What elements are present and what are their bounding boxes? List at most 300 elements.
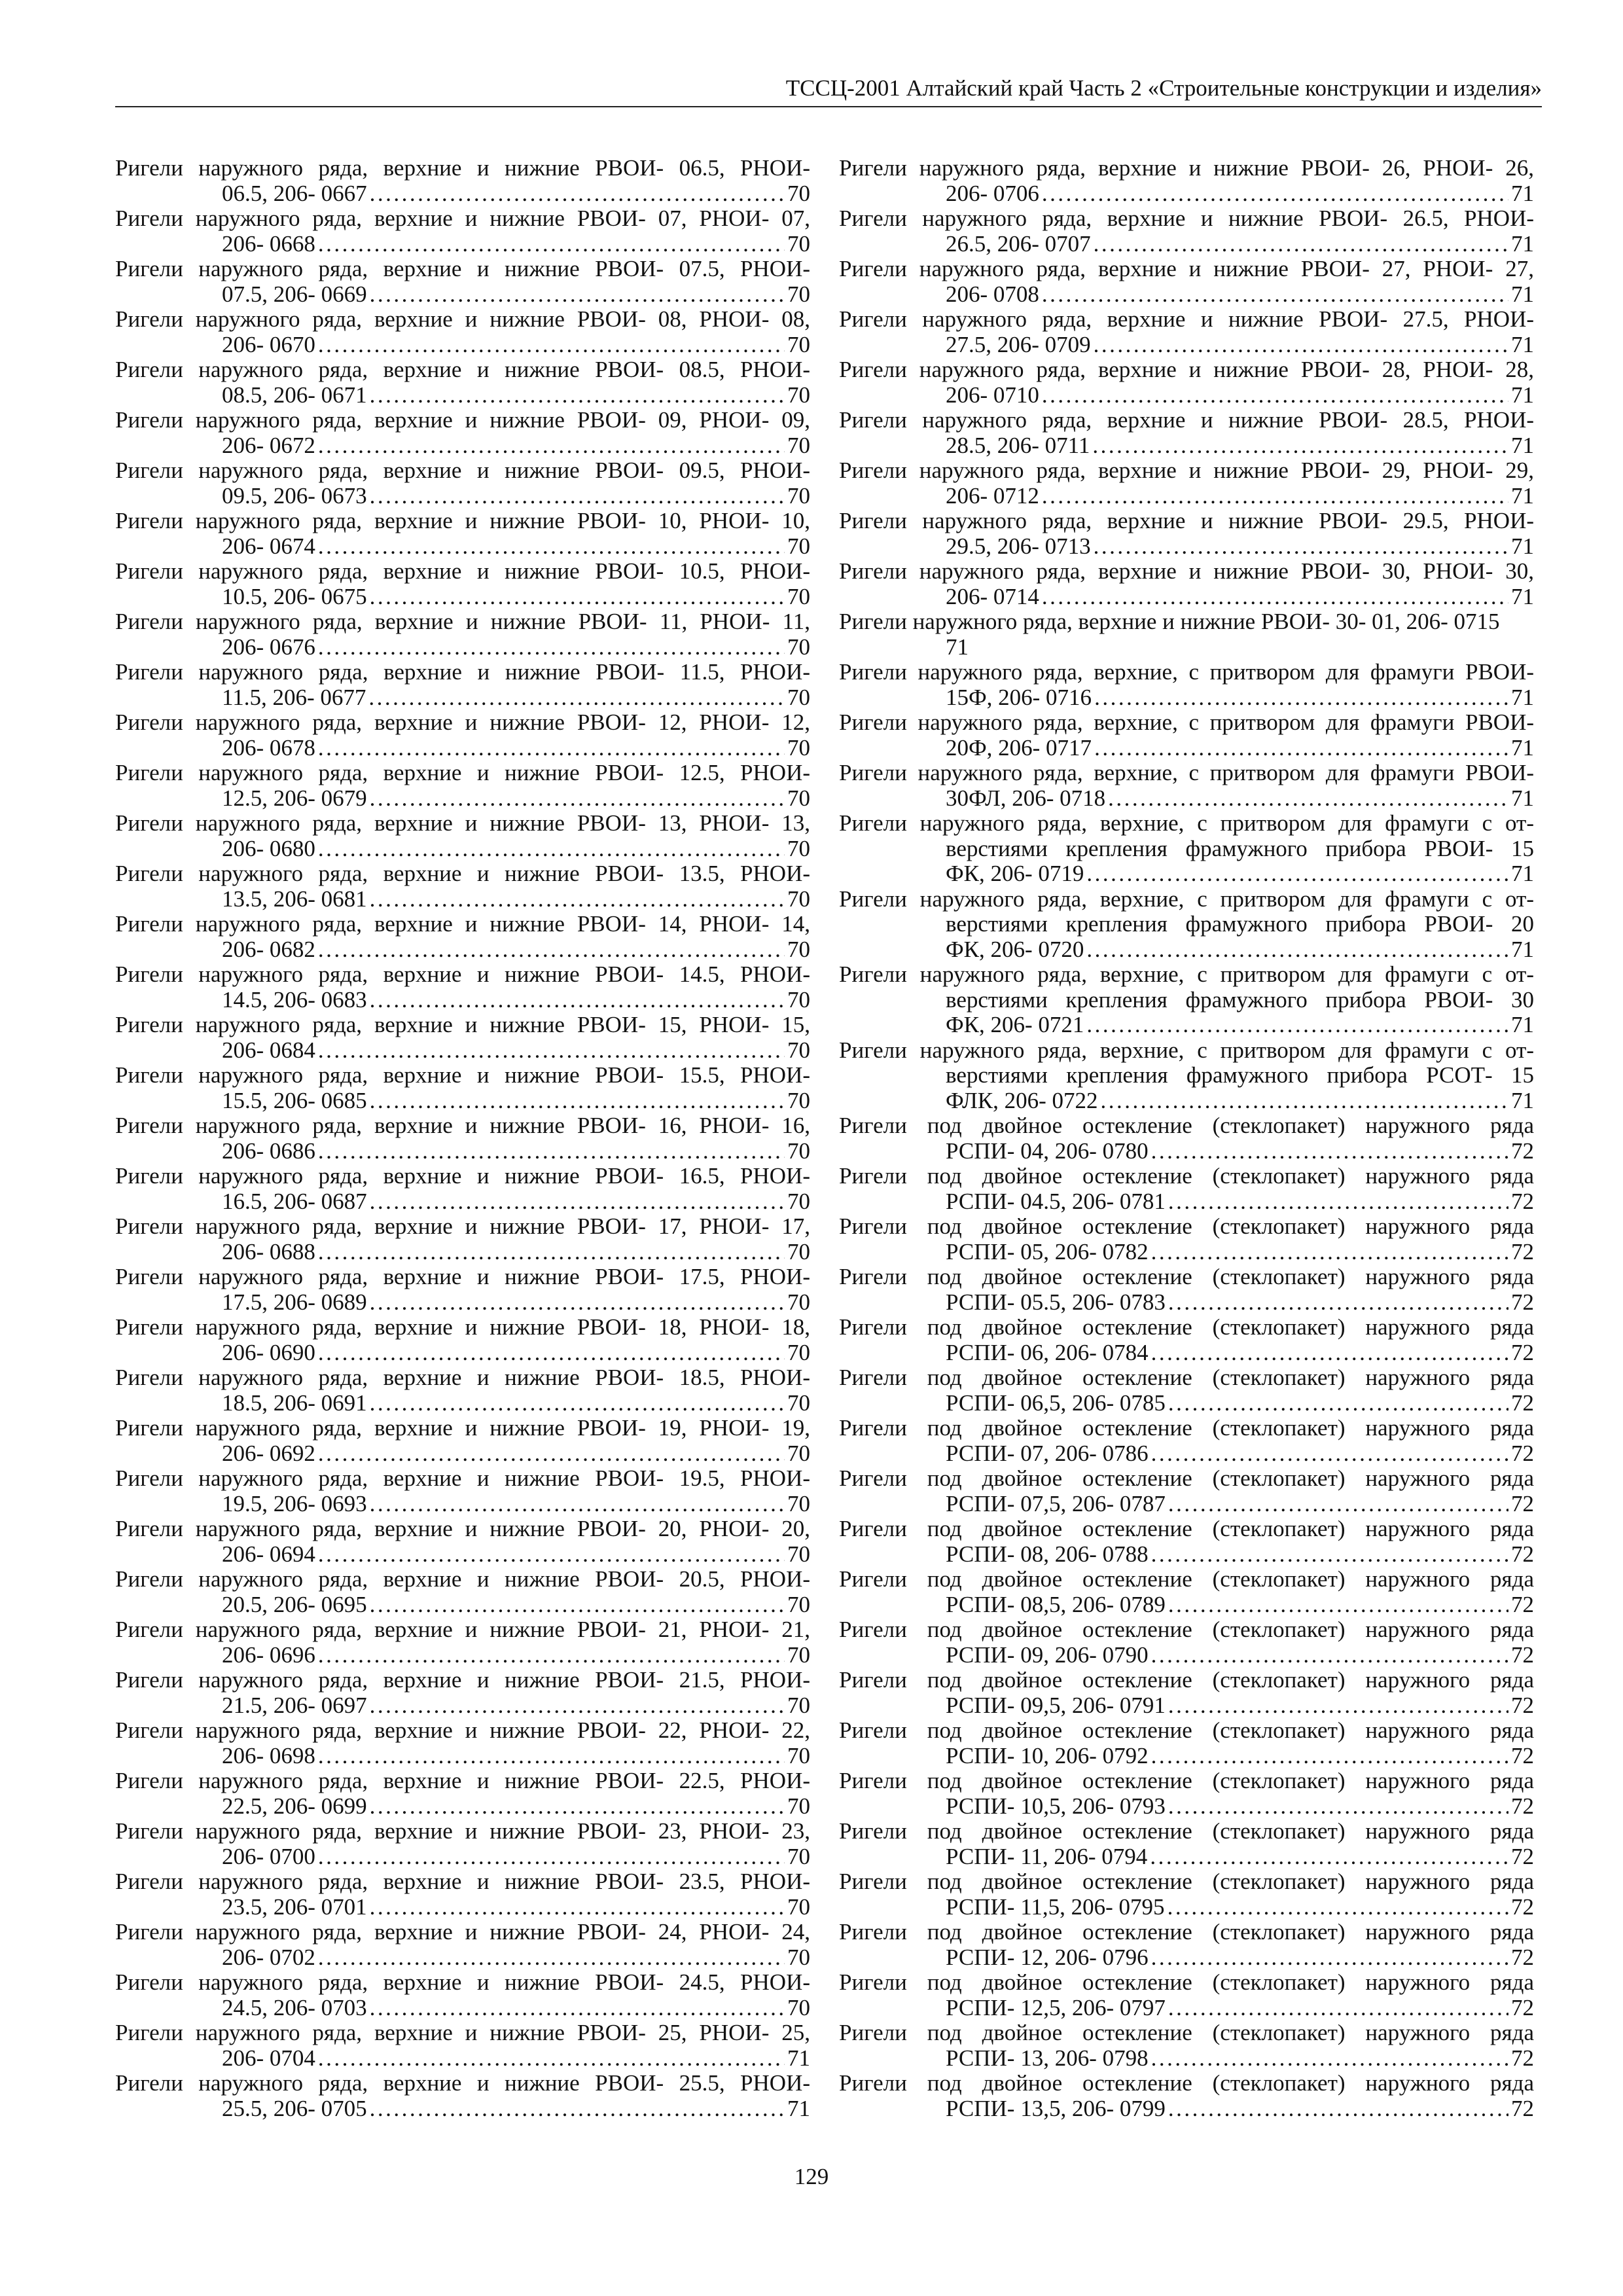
dot-leader (1094, 332, 1508, 358)
entry-code: 25.5, 206- 0705 (222, 2095, 367, 2121)
entry-continuation (839, 786, 1534, 812)
index-entry (115, 1214, 810, 1265)
entry-page-number: 70 (787, 1843, 810, 1869)
entry-code: 30ФЛ, 206- 0718 (946, 785, 1106, 811)
entry-continuation (839, 1189, 1534, 1215)
index-entry (839, 408, 1534, 458)
dot-leader (370, 1492, 785, 1517)
entry-title-line: Ригели наружного ряда, верхние и нижние РВОИ- 06.5, РНОИ- (115, 156, 810, 181)
index-entry (115, 1365, 810, 1416)
index-entry (839, 1365, 1534, 1416)
index-entry (115, 1768, 810, 1819)
entry-page-number: 70 (787, 432, 810, 458)
entry-code: 23.5, 206- 0701 (222, 1893, 367, 1920)
index-entry (839, 609, 1534, 660)
index-entry (839, 257, 1534, 307)
dot-leader (370, 383, 785, 408)
entry-code: 206- 0696 (222, 1641, 315, 1668)
entry-continuation (115, 232, 810, 257)
entry-code: 20.5, 206- 0695 (222, 1591, 367, 1617)
entry-title-line: Ригели под двойное остекление (стеклопакет) наружного ряда (839, 1567, 1534, 1592)
entry-code: 19.5, 206- 0693 (222, 1490, 367, 1516)
dot-leader (318, 1139, 785, 1164)
dot-leader (1168, 1189, 1508, 1215)
dot-leader (318, 635, 785, 660)
entry-title-line: Ригели наружного ряда, верхние и нижние РВОИ- 27, РНОИ- 27, (839, 257, 1534, 281)
entry-page-number: 70 (787, 1692, 810, 1718)
dot-leader (1168, 1895, 1508, 1920)
index-entry (115, 357, 810, 408)
dot-leader (318, 1542, 785, 1568)
entry-code: 15Ф, 206- 0716 (946, 684, 1092, 710)
entry-code: 206- 0682 (222, 936, 315, 962)
entry-page-number: 72 (1511, 1440, 1534, 1466)
entry-code: 16.5, 206- 0687 (222, 1188, 367, 1214)
entry-continuation (115, 282, 810, 308)
index-entry (115, 1819, 810, 1869)
dot-leader (370, 1290, 785, 1316)
entry-title-line: Ригели наружного ряда, верхние и нижние РВОИ- 26, РНОИ- 26, (839, 156, 1534, 181)
entry-title-line: Ригели под двойное остекление (стеклопакет) наружного ряда (839, 1869, 1534, 1894)
dot-leader (370, 786, 785, 812)
entry-continuation (839, 685, 1534, 711)
entry-continuation (115, 584, 810, 610)
entry-page-number: 72 (1511, 1742, 1534, 1768)
entry-continuation (115, 1139, 810, 1164)
dot-leader (1151, 1240, 1508, 1265)
entry-continuation (115, 1340, 810, 1366)
entry-page-number: 70 (787, 1893, 810, 1920)
dot-leader (1151, 1139, 1508, 1164)
dot-leader (1151, 2046, 1508, 2072)
entry-code: РСПИ- 05.5, 206- 0783 (946, 1289, 1166, 1315)
dot-leader (1101, 1088, 1508, 1114)
entry-code: ФК, 206- 0720 (946, 936, 1084, 962)
entry-continuation (115, 1643, 810, 1668)
entry-page-number: 70 (787, 1238, 810, 1265)
entry-continuation (839, 1996, 1534, 2021)
entry-page-number: 70 (787, 1289, 810, 1315)
entry-page-number: 70 (787, 936, 810, 962)
entry-code: РСПИ- 09,5, 206- 0791 (946, 1692, 1166, 1718)
entry-code: 206- 0710 (946, 382, 1039, 408)
entry-page-number: 71 (1511, 1012, 1534, 1037)
entry-page-number: 70 (787, 634, 810, 660)
index-entry (839, 1970, 1534, 2020)
entry-code: 24.5, 206- 0703 (222, 1994, 367, 2020)
entry-page-number: 72 (1511, 1541, 1534, 1567)
dot-leader (368, 685, 785, 711)
entry-code: 07.5, 206- 0669 (222, 281, 367, 307)
entry-title-line: Ригели наружного ряда, верхние и нижние РВОИ- 17, РНОИ- 17, (115, 1214, 810, 1239)
dot-leader (318, 736, 785, 761)
entry-continuation (115, 937, 810, 963)
entry-continuation (839, 534, 1534, 560)
dot-leader (318, 1744, 785, 1769)
entry-continuation (115, 1038, 810, 1064)
entry-continuation (115, 1290, 810, 1316)
index-entry (839, 1315, 1534, 1365)
entry-continuation (839, 181, 1534, 207)
index-entry (839, 357, 1534, 408)
index-entry (115, 1416, 810, 1466)
index-entry (839, 509, 1534, 559)
index-entry (115, 1315, 810, 1365)
entry-page-number: 70 (787, 583, 810, 609)
dot-leader (1168, 2096, 1508, 2122)
entry-title-line: Ригели наружного ряда, верхние и нижние РВОИ- 30, РНОИ- 30, (839, 559, 1534, 584)
index-entry (839, 1466, 1534, 1516)
index-entry (115, 861, 810, 912)
entry-continuation (839, 332, 1534, 358)
dot-leader (318, 332, 785, 358)
entry-continuation (839, 1088, 1534, 1114)
entry-title-line: Ригели наружного ряда, верхние и нижние РВОИ- 11, РНОИ- 11, (115, 609, 810, 634)
entry-page-number: 71 (1511, 861, 1534, 886)
entry-title-line: Ригели наружного ряда, верхние, с притвором для фрамуги с от- (839, 886, 1534, 912)
entry-title-line: Ригели наружного ряда, верхние и нижние РВОИ- 29.5, РНОИ- (839, 509, 1534, 533)
dot-leader (1094, 685, 1508, 711)
entry-code: ФК, 206- 0721 (946, 1012, 1084, 1037)
dot-leader (1042, 383, 1508, 408)
dot-leader (1092, 433, 1508, 459)
entry-code: 206- 0700 (222, 1843, 315, 1869)
entry-title-line: Ригели наружного ряда, верхние и нижние РВОИ- 08.5, РНОИ- (115, 357, 810, 382)
dot-leader (1168, 1592, 1508, 1618)
index-entry (839, 1768, 1534, 1819)
entry-code: РСПИ- 08,5, 206- 0789 (946, 1591, 1166, 1617)
index-entry (115, 1920, 810, 1970)
entry-title-line: Ригели наружного ряда, верхние и нижние РВОИ- 20.5, РНОИ- (115, 1567, 810, 1592)
entry-page-number: 70 (787, 533, 810, 559)
entry-code: РСПИ- 12,5, 206- 0797 (946, 1994, 1166, 2020)
dot-leader (1042, 282, 1508, 308)
index-entry (115, 761, 810, 811)
entry-page-number: 70 (787, 1994, 810, 2020)
index-entry (115, 1668, 810, 1718)
entry-code: 06.5, 206- 0667 (222, 180, 367, 206)
entry-code: РСПИ- 06,5, 206- 0785 (946, 1390, 1166, 1416)
entry-title-line: Ригели под двойное остекление (стеклопакет) наружного ряда (839, 1416, 1534, 1441)
entry-continuation (839, 1693, 1534, 1719)
entry-code: РСПИ- 07,5, 206- 0787 (946, 1490, 1166, 1516)
entry-code: 09.5, 206- 0673 (222, 482, 367, 509)
index-entry (839, 660, 1534, 710)
entry-code: 27.5, 206- 0709 (946, 331, 1091, 357)
entry-continuation (839, 1794, 1534, 1820)
entry-title-line: Ригели под двойное остекление (стеклопакет) наружного ряда (839, 1265, 1534, 1289)
entry-code: ФЛК, 206- 0722 (946, 1087, 1098, 1113)
entry-continuation (115, 1592, 810, 1618)
entry-continuation (115, 484, 810, 509)
entry-title-line: Ригели под двойное остекление (стеклопакет) наружного ряда (839, 1214, 1534, 1239)
entry-continuation (115, 2096, 810, 2122)
dot-leader (1094, 534, 1508, 560)
entry-continuation (839, 1441, 1534, 1467)
entry-continuation (839, 1139, 1534, 1164)
dot-leader (1151, 1542, 1508, 1568)
entry-code: РСПИ- 08, 206- 0788 (946, 1541, 1149, 1567)
entry-continuation (115, 1441, 810, 1467)
entry-continuation (839, 1391, 1534, 1416)
index-entry (115, 257, 810, 307)
dot-leader (1086, 1013, 1508, 1038)
entry-page-number: 70 (787, 1641, 810, 1668)
entry-title-line: Ригели под двойное остекление (стеклопакет) наружного ряда (839, 1768, 1534, 1793)
index-entry (839, 1416, 1534, 1466)
entry-code: 206- 0684 (222, 1037, 315, 1063)
index-entry (115, 408, 810, 458)
index-entry (839, 1113, 1534, 1164)
index-entry (839, 2020, 1534, 2071)
entry-page-number: 70 (787, 331, 810, 357)
entry-continuation (115, 433, 810, 459)
index-entry (839, 206, 1534, 257)
entry-continuation (115, 1189, 810, 1215)
entry-code: РСПИ- 11, 206- 0794 (946, 1843, 1148, 1869)
dot-leader (370, 988, 785, 1013)
entry-page-number: 70 (787, 180, 810, 206)
index-entry (115, 206, 810, 257)
entry-code: 21.5, 206- 0697 (222, 1692, 367, 1718)
entry-code: 206- 0712 (946, 482, 1039, 509)
entry-continuation (115, 2046, 810, 2072)
dot-leader (370, 1088, 785, 1114)
entry-page-number: 70 (787, 1944, 810, 1970)
entry-continuation (839, 1643, 1534, 1668)
entry-page-number: 70 (787, 382, 810, 408)
entry-page-number: 71 (1511, 734, 1534, 761)
entry-title-line: верстиями крепления фрамужного прибора РВОИ- 15 (946, 836, 1534, 861)
entry-code: ФК, 206- 0719 (946, 861, 1084, 886)
index-entry (115, 559, 810, 609)
entry-title-line: Ригели наружного ряда, верхние и нижние РВОИ- 13.5, РНОИ- (115, 861, 810, 886)
dot-leader (1151, 1945, 1508, 1971)
index-entry (839, 1718, 1534, 1768)
entry-code: РСПИ- 12, 206- 0796 (946, 1944, 1149, 1970)
entry-title-line: Ригели под двойное остекление (стеклопакет) наружного ряда (839, 1113, 1534, 1138)
entry-page-number: 70 (787, 482, 810, 509)
entry-title-line: Ригели наружного ряда, верхние и нижние РВОИ- 26.5, РНОИ- (839, 206, 1534, 231)
index-entry (839, 458, 1534, 509)
index-entry (115, 811, 810, 861)
entry-continuation (115, 1693, 810, 1719)
entry-continuation (115, 1542, 810, 1568)
index-entry (839, 1819, 1534, 1869)
index-entry (839, 761, 1534, 811)
page-header (115, 73, 1542, 107)
dot-leader (370, 1895, 785, 1920)
entry-page-number: 72 (1511, 1339, 1534, 1365)
entry-title-line: Ригели наружного ряда, верхние и нижние РВОИ- 14, РНОИ- 14, (115, 912, 810, 937)
entry-page-number: 70 (787, 1541, 810, 1567)
entry-title-line: Ригели наружного ряда, верхние и нижние РВОИ- 19, РНОИ- 19, (115, 1416, 810, 1441)
entry-code: 12.5, 206- 0679 (222, 785, 367, 811)
entry-code: 29.5, 206- 0713 (946, 533, 1091, 559)
index-entry (839, 307, 1534, 357)
dot-leader (370, 1693, 785, 1719)
entry-code: 08.5, 206- 0671 (222, 382, 367, 408)
entry-title-line: Ригели под двойное остекление (стеклопакет) наружного ряда (839, 1164, 1534, 1189)
entry-title-line: Ригели наружного ряда, верхние и нижние РВОИ- 24, РНОИ- 24, (115, 1920, 810, 1945)
dot-leader (1151, 1744, 1508, 1769)
index-entry (115, 1063, 810, 1113)
entry-code: 15.5, 206- 0685 (222, 1087, 367, 1113)
entry-code: РСПИ- 04.5, 206- 0781 (946, 1188, 1166, 1214)
dot-leader (318, 433, 785, 459)
entry-title-line: Ригели наружного ряда, верхние и нижние РВОИ- 17.5, РНОИ- (115, 1265, 810, 1289)
entry-continuation (839, 736, 1534, 761)
entry-page-number: 71 (1511, 533, 1534, 559)
entry-continuation (839, 1492, 1534, 1517)
entry-code: 206- 0690 (222, 1339, 315, 1365)
entry-code: 206- 0678 (222, 734, 315, 761)
entry-code: РСПИ- 07, 206- 0786 (946, 1440, 1149, 1466)
entry-title-line: Ригели под двойное остекление (стеклопакет) наружного ряда (839, 2071, 1534, 2096)
document-title: ТССЦ-2001 Алтайский край Часть 2 «Строительные конструкции и изделия» (785, 75, 1542, 101)
dot-leader (318, 1844, 785, 1870)
entry-title-line: Ригели наружного ряда, верхние, с притвором для фрамуги РВОИ- (839, 660, 1534, 685)
dot-leader (318, 1038, 785, 1064)
entry-code: РСПИ- 10,5, 206- 0793 (946, 1793, 1166, 1819)
index-entry (839, 1920, 1534, 1970)
entry-title-line: Ригели наружного ряда, верхние и нижние РВОИ- 28.5, РНОИ- (839, 408, 1534, 433)
entry-title-line: Ригели наружного ряда, верхние и нижние РВОИ- 23, РНОИ- 23, (115, 1819, 810, 1844)
entry-title-line: Ригели наружного ряда, верхние и нижние РВОИ- 28, РНОИ- 28, (839, 357, 1534, 382)
entry-title-line: Ригели под двойное остекление (стеклопакет) наружного ряда (839, 1466, 1534, 1491)
entry-page-number: 71 (1511, 1087, 1534, 1113)
entry-page-number: 72 (1511, 1843, 1534, 1869)
entry-page-number: 72 (1511, 1641, 1534, 1668)
entry-page-number: 72 (1511, 1994, 1534, 2020)
entry-title-line: Ригели наружного ряда, верхние и нижние РВОИ- 23.5, РНОИ- (115, 1869, 810, 1894)
entry-page-number: 70 (787, 1390, 810, 1416)
entry-continuation (115, 1391, 810, 1416)
entry-continuation (839, 1895, 1534, 1920)
entry-continuation (839, 1945, 1534, 1971)
entry-title-line: верстиями крепления фрамужного прибора РВОИ- 30 (946, 987, 1534, 1013)
index-entry (839, 1164, 1534, 1214)
entry-title-line: Ригели наружного ряда, верхние и нижние РВОИ- 20, РНОИ- 20, (115, 1516, 810, 1541)
entry-title-line: Ригели наружного ряда, верхние и нижние РВОИ- 30- 01, 206- 0715 (839, 609, 1500, 634)
index-entry (839, 1214, 1534, 1265)
entry-page-number: 70 (787, 785, 810, 811)
index-entry (115, 1013, 810, 1063)
index-entry (839, 156, 1534, 206)
dot-leader (1151, 1441, 1508, 1467)
entry-title-line: Ригели под двойное остекление (стеклопакет) наружного ряда (839, 1516, 1534, 1541)
dot-leader (1086, 937, 1508, 963)
entry-title-line: Ригели наружного ряда, верхние, с притвором для фрамуги РВОИ- (839, 710, 1534, 735)
index-entry (839, 811, 1534, 887)
dot-leader (370, 887, 785, 912)
entry-page-number: 72 (1511, 1238, 1534, 1265)
entry-continuation (115, 836, 810, 862)
entry-code: РСПИ- 09, 206- 0790 (946, 1641, 1149, 1668)
entry-title-line: Ригели наружного ряда, верхние и нижние РВОИ- 16.5, РНОИ- (115, 1164, 810, 1189)
index-entry (839, 1668, 1534, 1718)
entry-continuation (839, 2046, 1534, 2072)
index-entry (115, 1466, 810, 1516)
entry-code: 206- 0688 (222, 1238, 315, 1265)
entry-code: 26.5, 206- 0707 (946, 230, 1091, 257)
dot-leader (318, 1240, 785, 1265)
index-entry (839, 1038, 1534, 1114)
entry-title-line: Ригели наружного ряда, верхние и нижние РВОИ- 14.5, РНОИ- (115, 962, 810, 987)
index-entry (115, 1516, 810, 1567)
entry-title-line: Ригели наружного ряда, верхние, с притвором для фрамуги с от- (839, 962, 1534, 987)
entry-continuation (115, 988, 810, 1013)
entry-page-number: 71 (1511, 684, 1534, 710)
entry-title-line: Ригели наружного ряда, верхние, с притвором для фрамуги с от- (839, 811, 1534, 836)
entry-title-line: Ригели наружного ряда, верхние и нижние РВОИ- 15, РНОИ- 15, (115, 1013, 810, 1037)
entry-title-line: Ригели под двойное остекление (стеклопакет) наружного ряда (839, 1718, 1534, 1743)
dot-leader (1168, 1391, 1508, 1416)
entry-continuation (839, 1844, 1534, 1870)
dot-leader (1151, 1340, 1508, 1366)
entry-page-number: 72 (1511, 2095, 1534, 2121)
dot-leader (370, 1996, 785, 2021)
entry-title-line: Ригели под двойное остекление (стеклопакет) наружного ряда (839, 1315, 1534, 1340)
index-entry (115, 307, 810, 357)
entry-continuation (839, 282, 1534, 308)
index-entry (115, 710, 810, 761)
entry-continuation (115, 181, 810, 207)
entry-page-number: 72 (1511, 1289, 1534, 1315)
index-entry (839, 1869, 1534, 1920)
entry-page-number: 72 (1511, 1944, 1534, 1970)
entry-code: 13.5, 206- 0681 (222, 886, 367, 912)
entry-continuation (115, 332, 810, 358)
entry-title-line: Ригели наружного ряда, верхние и нижние РВОИ- 16, РНОИ- 16, (115, 1113, 810, 1138)
index-entry (115, 1567, 810, 1617)
entry-code: 206- 0708 (946, 281, 1039, 307)
dot-leader (1042, 181, 1508, 207)
entry-page-number: 72 (1511, 1591, 1534, 1617)
entry-title-line: Ригели наружного ряда, верхние и нижние РВОИ- 29, РНОИ- 29, (839, 458, 1534, 483)
entry-page-number: 71 (1511, 482, 1534, 509)
dot-leader (318, 232, 785, 257)
entry-title-line: Ригели под двойное остекление (стеклопакет) наружного ряда (839, 2020, 1534, 2045)
dot-leader (1168, 1996, 1508, 2021)
index-entry (839, 1516, 1534, 1567)
index-entry (839, 1617, 1534, 1668)
index-column-left (115, 156, 810, 2121)
entry-continuation (839, 1592, 1534, 1618)
index-entry (115, 660, 810, 710)
index-column-right (839, 156, 1534, 2121)
entry-page-number: 70 (787, 1339, 810, 1365)
entry-code: РСПИ- 04, 206- 0780 (946, 1138, 1149, 1164)
dot-leader (370, 584, 785, 610)
dot-leader (1108, 786, 1508, 812)
entry-page-number: 72 (1511, 1138, 1534, 1164)
entry-code: 20Ф, 206- 0717 (946, 734, 1092, 761)
entry-code: 206- 0680 (222, 835, 315, 861)
entry-title-line: Ригели наружного ряда, верхние и нижние РВОИ- 19.5, РНОИ- (115, 1466, 810, 1491)
entry-code: РСПИ- 10, 206- 0792 (946, 1742, 1149, 1768)
page-number: 129 (794, 2164, 829, 2189)
entry-title-line: Ригели под двойное остекление (стеклопакет) наружного ряда (839, 1819, 1534, 1844)
dot-leader (1042, 584, 1508, 610)
entry-page-number: 70 (787, 1793, 810, 1819)
dot-leader (370, 181, 785, 207)
entry-page-number: 70 (787, 1440, 810, 1466)
entry-title-line: Ригели под двойное остекление (стеклопакет) наружного ряда (839, 1365, 1534, 1390)
entry-continuation (115, 1794, 810, 1820)
entry-page-number: 71 (787, 2045, 810, 2071)
entry-page-number: 70 (787, 886, 810, 912)
